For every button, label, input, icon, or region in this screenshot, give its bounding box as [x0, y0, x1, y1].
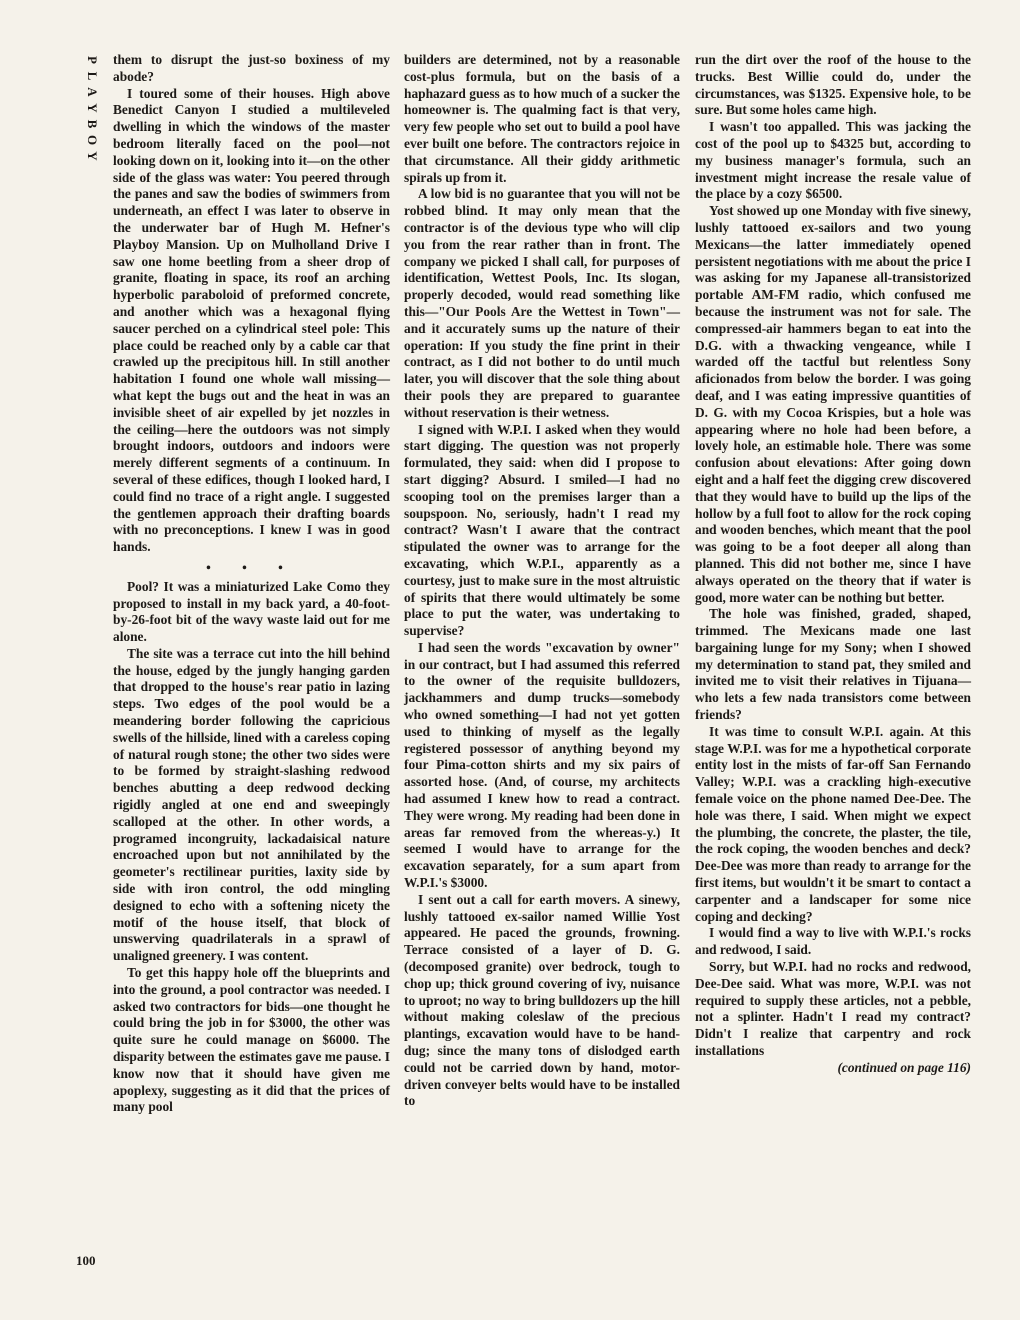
paragraph: I toured some of their houses. High above Benedict Canyon I studied a multileveled dwelling in which the windows of the master bedroom literally faced on the pool—not looking down on it, looking into it—on the other side of the glass was water: You peered through the panes and saw the bodies of swimmers from underneath, an effect I was later to observe in the underwater bar of Hugh M. Hefner's Playboy Mansion. Up on Mulholland Drive I saw one home beetling from a sheer drop of granite, floating in space, its roof an arching hyperbolic paraboloid of preformed concrete, and another which was a hexagonal flying saucer perched on a cylindrical steel pole: This place could be reached only by a cable car that crawled up the precipitous hill. In still another habitation I found one whole wall missing—what kept the bugs out and the heat in was an invisible sheet of air expelled by jet nozzles in the ceiling—here the outdoors was not simply brought indoors, outdoors and indoors were merely different segments of a continuum. In several of these edifices, though I looked hard, I could find no trace of a right angle. I suggested the gentlemen approach their drafting boards with no preconceptions. I knew I was in good hands. — [113, 85, 390, 555]
logo-letter: L — [85, 71, 100, 81]
paragraph: I wasn't too appalled. This was jacking the cost of the pool up to $4325 but, according to my business manager's formula, such an investment might increase the resale value of the place by a cozy $6500. — [695, 119, 971, 202]
continued-note: (continued on page 116) — [837, 1059, 971, 1075]
logo-letter: Y — [85, 151, 100, 161]
logo-letter: A — [85, 87, 100, 97]
text-column-2 — [404, 52, 680, 1110]
logo-letter: Y — [85, 103, 100, 113]
paragraph: run the dirt over the roof of the house to the trucks. Best Willie could do, under the circumstances, was $1325. Expensive hole, to be sure. But some holes came high. — [695, 52, 971, 118]
paragraph: I had seen the words "excavation by owner" in our contract, but I had assumed this referred to the owner of the requisite bulldozers, jackhammers and dump trucks—somebody who owned something—I had not yet gotten used to thinking of myself as the legally registered possessor of anything beyond my four Pima-cotton shirts and my six pairs of assorted hose. (And, of course, my architects had assumed I knew how to read a contract. They were wrong. My reading had been done in areas far removed from the whereas-y.) It seemed I would have to arrange for the excavation separately, for a sum apart from W.P.I.'s $3000. — [404, 639, 680, 891]
logo-letter: B — [85, 119, 100, 129]
paragraph: I sent out a call for earth movers. A sinewy, lushly tattooed ex-sailor named Willie Yost appeared. He paced the grounds, frowning. Terrace consisted of a layer of D. G. (decomposed granite) over bedrock, tough to chop up; thick ground covering of ivy, nuisance to uproot; no way to bring bulldozers up the hill without making coleslaw of the precious plantings, excavation would have to be hand-dug; since the many tons of dislodged earth could not be carried down by hand, motor-driven conveyer belts would have to be installed to — [404, 891, 680, 1109]
paragraph: I signed with W.P.I. I asked when they would start digging. The question was not properly formulated, they said: when did I propose to start digging? Absurd. I smiled—I had no scooping tool on the premises larger than a soupspoon. No, seriously, hadn't I read my contract? Wasn't I aware that the contract stipulated the owner was to arrange for the excavating, which W.P.I., apparently as a courtesy, just to make sure in the most altruistic of spirits that there would ultimately be some place to put the water, was undertaking to supervise? — [404, 421, 680, 639]
paragraph: It was time to consult W.P.I. again. At this stage W.P.I. was for me a hypothetical corporate entity lost in the mists of far-off San Fernando Valley; W.P.I. was a crackling high-executive female voice on the phone named Dee-Dee. The hole was there, I said. When might we expect the plumbing, the concrete, the plaster, the tile, the rock coping, the wooden benches and deck? Dee-Dee was more than ready to arrange for the first items, but wouldn't it be smart to contact a carpenter and a landscaper for some nice coping and decking? — [695, 723, 971, 924]
paragraph: Sorry, but W.P.I. had no rocks and redwood, Dee-Dee said. What was more, W.P.I. was not required to supply these articles, not a pebble, not a splinter. Hadn't I read my contract? Didn't I realize that carpentry and rock installations — [695, 959, 971, 1059]
paragraph: Yost showed up one Monday with five sinewy, lushly tattooed ex-sailors and two young Mexicans—the latter immediately opened persistent negotiations with me about the price I was asking for my Japanese all-transistorized portable AM-FM radio, which confused me because the instrument was not for sale. The compressed-air hammers began to eat into the D.G. with a thwacking vengeance, while I warded off the tactful but relentless Sony aficionados from below the border. I was going deaf, and I was eating impressive quantities of D. G. with my Cocoa Krispies, but a hole was appearing where no hole had been before, a lovely hole, an estimable hole. There was some confusion about elevations: After going down eight and a half feet the digging crew discovered that they would have to build up the lips of the hollow by a full foot to allow for the rock coping and wooden benches, which meant that the pool was going to be a foot deeper all along than planned. This did not bother me, since I have always operated on the theory that if water is good, more water can be nothing but better. — [695, 203, 971, 605]
logo-letter: P — [85, 56, 100, 64]
paragraph: To get this happy hole off the blueprints and into the ground, a pool contractor was needed. I asked two contractors for bids—one thought he could bring the job in for $3000, the other was quite sure he could manage on $6000. The disparity between the estimates gave me pause. I know now that it should have given me apoplexy, suggesting as it did that the prices of many pool — [113, 965, 390, 1115]
text-column-3 — [695, 52, 971, 1077]
page-number: 100 — [76, 1253, 96, 1268]
magazine-logo — [80, 52, 104, 164]
paragraph: I would find a way to live with W.P.I.'s rocks and redwood, I said. — [695, 925, 971, 958]
paragraph: builders are determined, not by a reasonable cost-plus formula, but on the basis of a haphazard guess as to how much of a sucker the homeowner is. The qualming fact is that very, very few people who set out to build a pool have ever built one before. The contractors rejoice in that circumstance. All their giddy arithmetic spirals up from it. — [404, 52, 680, 185]
section-separator: • • • — [206, 559, 297, 575]
paragraph: them to disrupt the just-so boxiness of my abode? — [113, 52, 390, 84]
paragraph: Pool? It was a miniaturized Lake Como they proposed to install in my back yard, a 40-foot-by-26-foot bit of the wavy waste laid out for me alone. — [113, 578, 390, 645]
logo-letter: O — [85, 134, 100, 146]
text-column-1 — [113, 52, 390, 1116]
paragraph: A low bid is no guarantee that you will not be robbed blind. It may only mean that the contractor is of the devious type who will clip you from the rear rather than in front. The company we picked I shall call, for purposes of identification, Wettest Pools, Inc. Its slogan, properly decoded, would read something like this—"Our Pools Are the Wettest in Town"—and it accurately sums up the nature of their operation: If you study the fine print in their contract, as I did not bother to do until much later, you will discover that the sole thing about their pools they are prepared to guarantee without reservation is their wetness. — [404, 186, 680, 420]
paragraph: The hole was finished, graded, shaped, trimmed. The Mexicans made one last bargaining lunge for my Sony; when I showed my determination to stand pat, they smiled and invited me to visit their relatives in Tijuana—who lets a few nada transistors come between friends? — [695, 606, 971, 723]
paragraph: The site was a terrace cut into the hill behind the house, edged by the jungly hanging garden that dropped to the house's rear patio in lazing steps. Two edges of the pool would be a meandering border following the capricious swells of the hillside, lined with a careless coping of natural rough stone; the other two sides were to be formed by straight-slashing redwood benches abutting a deep redwood decking rigidly angled at one end and sweepingly scalloped at the other. In other words, a programed incongruity, lackadaisical nature encroached upon but not annihilated by the geometer's rectilinear purities, laxity side by side with iron control, the odd mingling designed to echo with a softening nicety the motif of the house itself, that block of unswerving quadrilaterals in a sprawl of unaligned greenery. I was content. — [113, 645, 390, 964]
